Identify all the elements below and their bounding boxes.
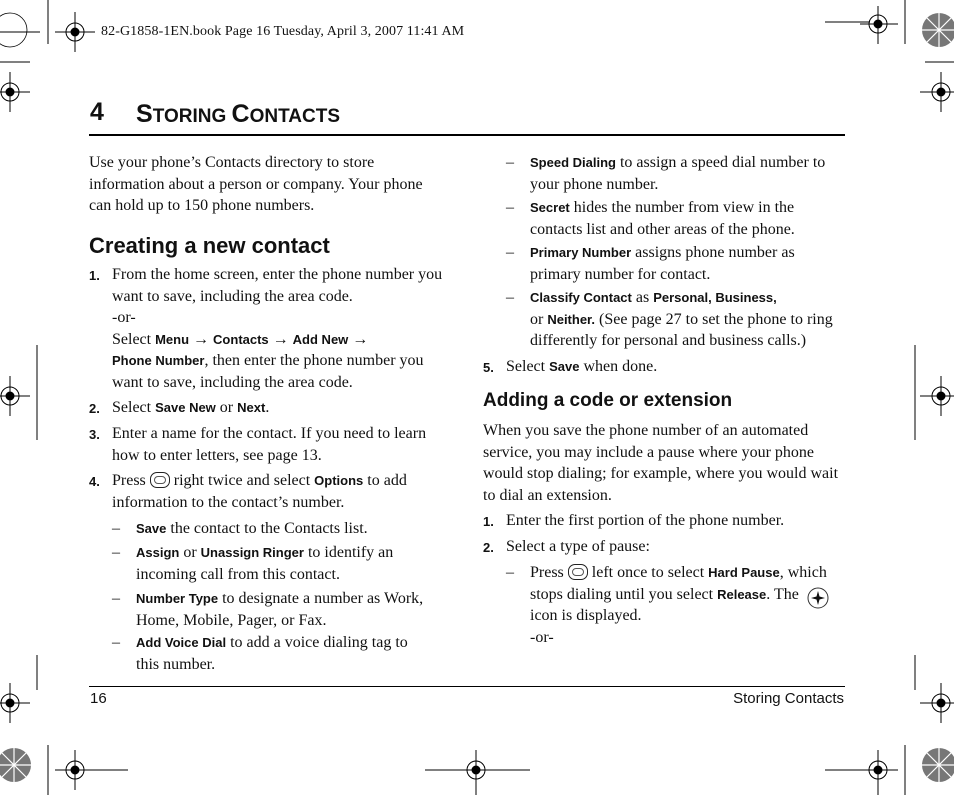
sub-item: – Primary Number assigns phone number as primary number for contact. (506, 244, 795, 283)
chapter-number: 4 (90, 98, 104, 126)
page-number: 16 (90, 690, 107, 707)
section2-intro: When you save the phone number of an automated service, you may include a pause where your phone would stop dialing; for example, where you would wait to dial an extension. (483, 422, 839, 504)
section2-step-2-text: Select a type of pause: (506, 538, 650, 555)
section-heading-creating: Creating a new contact (89, 233, 330, 258)
chapter-rule (89, 134, 845, 136)
sub-item: – Speed Dialing to assign a speed dial number to your phone number. (506, 154, 826, 193)
step-number: 1. (89, 268, 100, 283)
print-slug: 82-G1858-1EN.book Page 16 Tuesday, April 3, 2007 11:41 AM (101, 24, 465, 39)
navigation-key-icon (568, 564, 588, 580)
sub-item: – Classify Contact as Personal, Business, or Neither. (See page 27 to set the phone to ring differently for personal and business calls.) (506, 289, 833, 349)
section-heading-adding-code: Adding a code or extension (483, 390, 733, 411)
step-1-text: From the home screen, enter the phone number you want to save, including the area code. -or- Select Menu → Contacts → Add New → Phone Number, then enter the phone number you want to save, including the area code. (112, 266, 443, 391)
footer-title: Storing Contacts (733, 690, 844, 707)
step-number: 4. (89, 474, 100, 489)
chapter-title: STORING CONTACTS (136, 100, 340, 128)
sub-item: – Press left once to select Hard Pause, which stops dialing until you select Release. The icon is displayed. -or- (506, 564, 827, 646)
sub-item: – Save the contact to the Contacts list. (112, 520, 368, 537)
intro-paragraph: Use your phone’s Contacts directory to store information about a person or company. Your phone can hold up to 150 phone numbers. (89, 154, 423, 214)
step-number: 5. (483, 360, 494, 375)
step-number: 3. (89, 427, 100, 442)
section2-step-1-text: Enter the first portion of the phone number. (506, 512, 785, 529)
step-number: 2. (483, 540, 494, 555)
menu-label: Menu (155, 331, 190, 347)
phone-number-label: Phone Number (112, 353, 205, 368)
step-4-text: Press right twice and select Options to add information to the contact’s number. (112, 472, 407, 511)
footer-rule (89, 686, 845, 687)
step-5-text: Select Save when done. (506, 358, 658, 375)
sub-item: – Assign or Unassign Ringer to identify an incoming call from this contact. (112, 544, 394, 583)
sub-item: – Secret hides the number from view in the contacts list and other areas of the phone. (506, 199, 795, 238)
add-new-label: Add New (292, 331, 349, 347)
navigation-key-icon (150, 472, 170, 488)
step-2-text: Select Save New or Next. (112, 399, 270, 416)
step-number: 1. (483, 514, 494, 529)
hard-pause-icon (807, 587, 829, 609)
contacts-label: Contacts (213, 331, 269, 347)
step-3-text: Enter a name for the contact. If you need to learn how to enter letters, see page 13. (112, 425, 427, 464)
sub-item: – Add Voice Dial to add a voice dialing tag to this number. (112, 634, 408, 673)
step-number: 2. (89, 401, 100, 416)
sub-item: – Number Type to designate a number as Work, Home, Mobile, Pager, or Fax. (112, 590, 424, 629)
